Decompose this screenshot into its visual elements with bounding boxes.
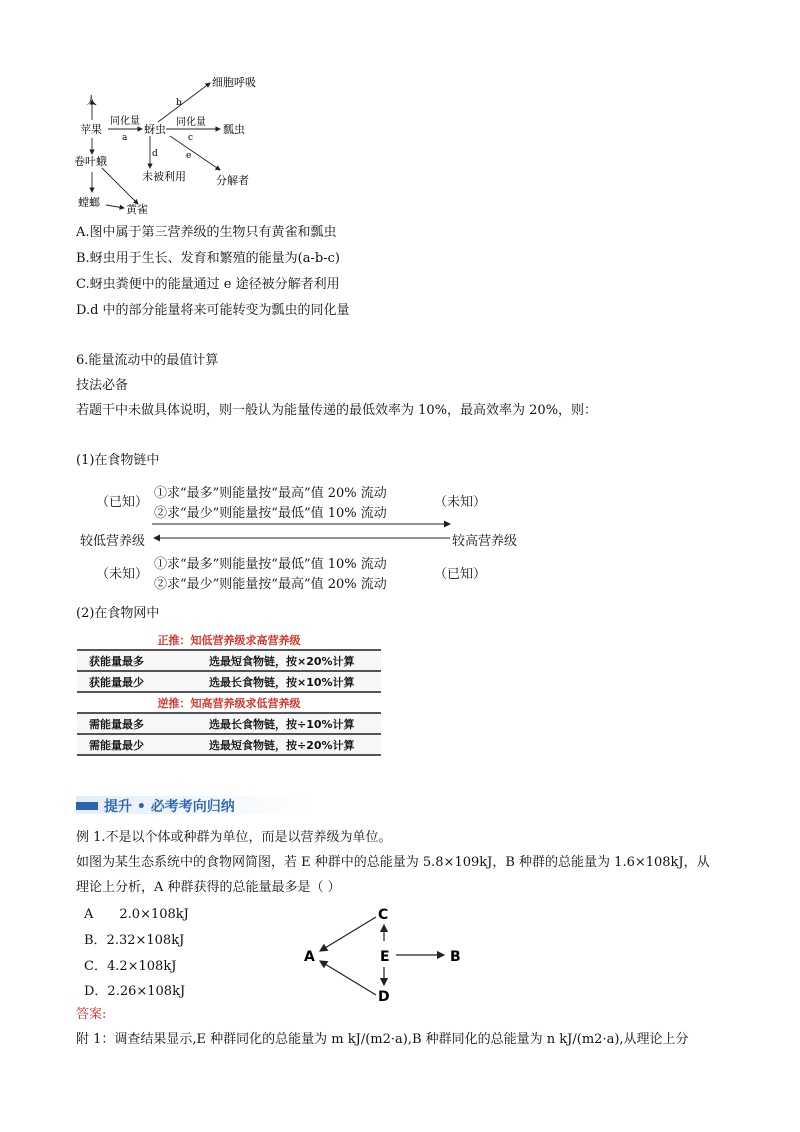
node-decomposer: 分解者 bbox=[216, 174, 249, 187]
option-d: D.d 中的部分能量将来可能转变为瓢虫的同化量 bbox=[76, 303, 350, 318]
section6-subtitle: 技法必备 bbox=[76, 378, 129, 393]
choice-a: A 2.0×108kJ bbox=[84, 907, 189, 922]
node-c: C bbox=[378, 907, 389, 923]
option-a: A.图中属于第三营养级的生物只有黄雀和瓢虫 bbox=[76, 225, 337, 240]
node-apple: 苹果 bbox=[80, 123, 102, 136]
chain-known: （已知） bbox=[96, 495, 149, 510]
chain-known-2: （已知） bbox=[434, 567, 487, 582]
choice-d: D．2.26×108kJ bbox=[84, 984, 186, 999]
section6-title: 6.能量流动中的最值计算 bbox=[76, 353, 219, 368]
section-header bbox=[76, 796, 314, 814]
example-line-1: 例 1.不是以个体或种群为单位，而是以营养级为单位。 bbox=[76, 830, 392, 845]
chain-low-level: 较低营养级 bbox=[80, 534, 146, 549]
food-web-diagram-2 bbox=[298, 903, 478, 1003]
answer-label: 答案: bbox=[76, 1007, 107, 1022]
choice-b: B．2.32×108kJ bbox=[84, 933, 185, 948]
edge-label-b: b bbox=[176, 98, 182, 108]
node-b: B bbox=[450, 949, 461, 965]
food-web-diagram bbox=[70, 68, 290, 218]
chain-back-1: ①求“最多”则能量按“最低”值 10% 流动 bbox=[154, 557, 387, 572]
node-a: A bbox=[304, 949, 315, 965]
example-line-3: 理论上分析，A 种群获得的总能量最多是（ ） bbox=[76, 880, 341, 895]
section-bar-icon bbox=[76, 802, 98, 810]
node-aphid: 蚜虫 bbox=[144, 123, 166, 136]
choice-c: C．4.2×108kJ bbox=[84, 959, 177, 974]
table-cell: 需能量最少 bbox=[77, 734, 209, 755]
table-cell: 需能量最多 bbox=[77, 713, 209, 734]
table-cell: 选最长食物链，按÷10%计算 bbox=[209, 713, 381, 734]
table-cell: 选最短食物链，按×20%计算 bbox=[209, 650, 381, 671]
edge-label-assim1: 同化量 bbox=[110, 116, 140, 127]
section6-intro: 若题干中未做具体说明，则一般认为能量传递的最低效率为 10%，最高效率为 20%，则： bbox=[76, 403, 598, 418]
edge-label-d: d bbox=[152, 149, 158, 159]
node-leafroller: 卷叶蛾 bbox=[74, 155, 107, 168]
table-cell: 获能量最多 bbox=[77, 650, 209, 671]
edge-label-assim2: 同化量 bbox=[176, 117, 206, 128]
table-row bbox=[77, 734, 381, 755]
node-d: D bbox=[378, 989, 390, 1003]
edge-label-c: c bbox=[188, 133, 194, 143]
node-e: E bbox=[380, 949, 390, 965]
edge-label-a: a bbox=[122, 133, 128, 143]
chain-unknown-2: （未知） bbox=[96, 567, 149, 582]
forward-head: 正推：知低营养级求高营养级 bbox=[77, 630, 381, 650]
node-human: 人 bbox=[86, 94, 97, 107]
node-ladybug: 瓢虫 bbox=[223, 123, 245, 136]
web-heading: (2)在食物网中 bbox=[76, 606, 160, 621]
node-mantis: 螳螂 bbox=[78, 196, 100, 209]
option-c: C.蚜虫粪便中的能量通过 e 途径被分解者利用 bbox=[76, 277, 340, 292]
table-cell: 获能量最少 bbox=[77, 671, 209, 692]
energy-table bbox=[77, 630, 381, 756]
appendix-line: 附 1：调查结果显示,E 种群同化的总能量为 m kJ/(m2·a),B 种群同化的总能量为 n kJ/(m2·a),从理论上分 bbox=[76, 1032, 689, 1047]
example-line-2: 如图为某生态系统中的食物网简图，若 E 种群中的总能量为 5.8×109kJ，B 种群的总能量为 1.6×108kJ，从 bbox=[76, 855, 710, 870]
chain-back-2: ②求“最少”则能量按“最高”值 20% 流动 bbox=[154, 577, 387, 592]
edge-label-e: e bbox=[186, 151, 192, 161]
chain-arrows bbox=[150, 518, 454, 548]
chain-unknown: （未知） bbox=[434, 495, 487, 510]
chain-forward-1: ①求“最多”则能量按“最高”值 20% 流动 bbox=[154, 486, 387, 501]
section-title: 提升 • 必考考向归纳 bbox=[104, 799, 235, 815]
table-row bbox=[77, 713, 381, 734]
table-row bbox=[77, 650, 381, 671]
option-b: B.蚜虫用于生长、发育和繁殖的能量为(a-b-c) bbox=[76, 251, 340, 266]
node-unused: 未被利用 bbox=[142, 170, 186, 183]
node-respiration: 细胞呼吸 bbox=[212, 76, 256, 89]
chain-forward-2: ②求“最少”则能量按“最低”值 10% 流动 bbox=[154, 506, 387, 521]
backward-head: 逆推：知高营养级求低营养级 bbox=[77, 692, 381, 713]
chain-high-level: 较高营养级 bbox=[452, 534, 518, 549]
chain-heading: (1)在食物链中 bbox=[76, 453, 160, 468]
table-row bbox=[77, 671, 381, 692]
table-cell: 选最短食物链，按÷20%计算 bbox=[209, 734, 381, 755]
table-cell: 选最长食物链，按×10%计算 bbox=[209, 671, 381, 692]
node-sparrow: 黄雀 bbox=[126, 203, 148, 216]
